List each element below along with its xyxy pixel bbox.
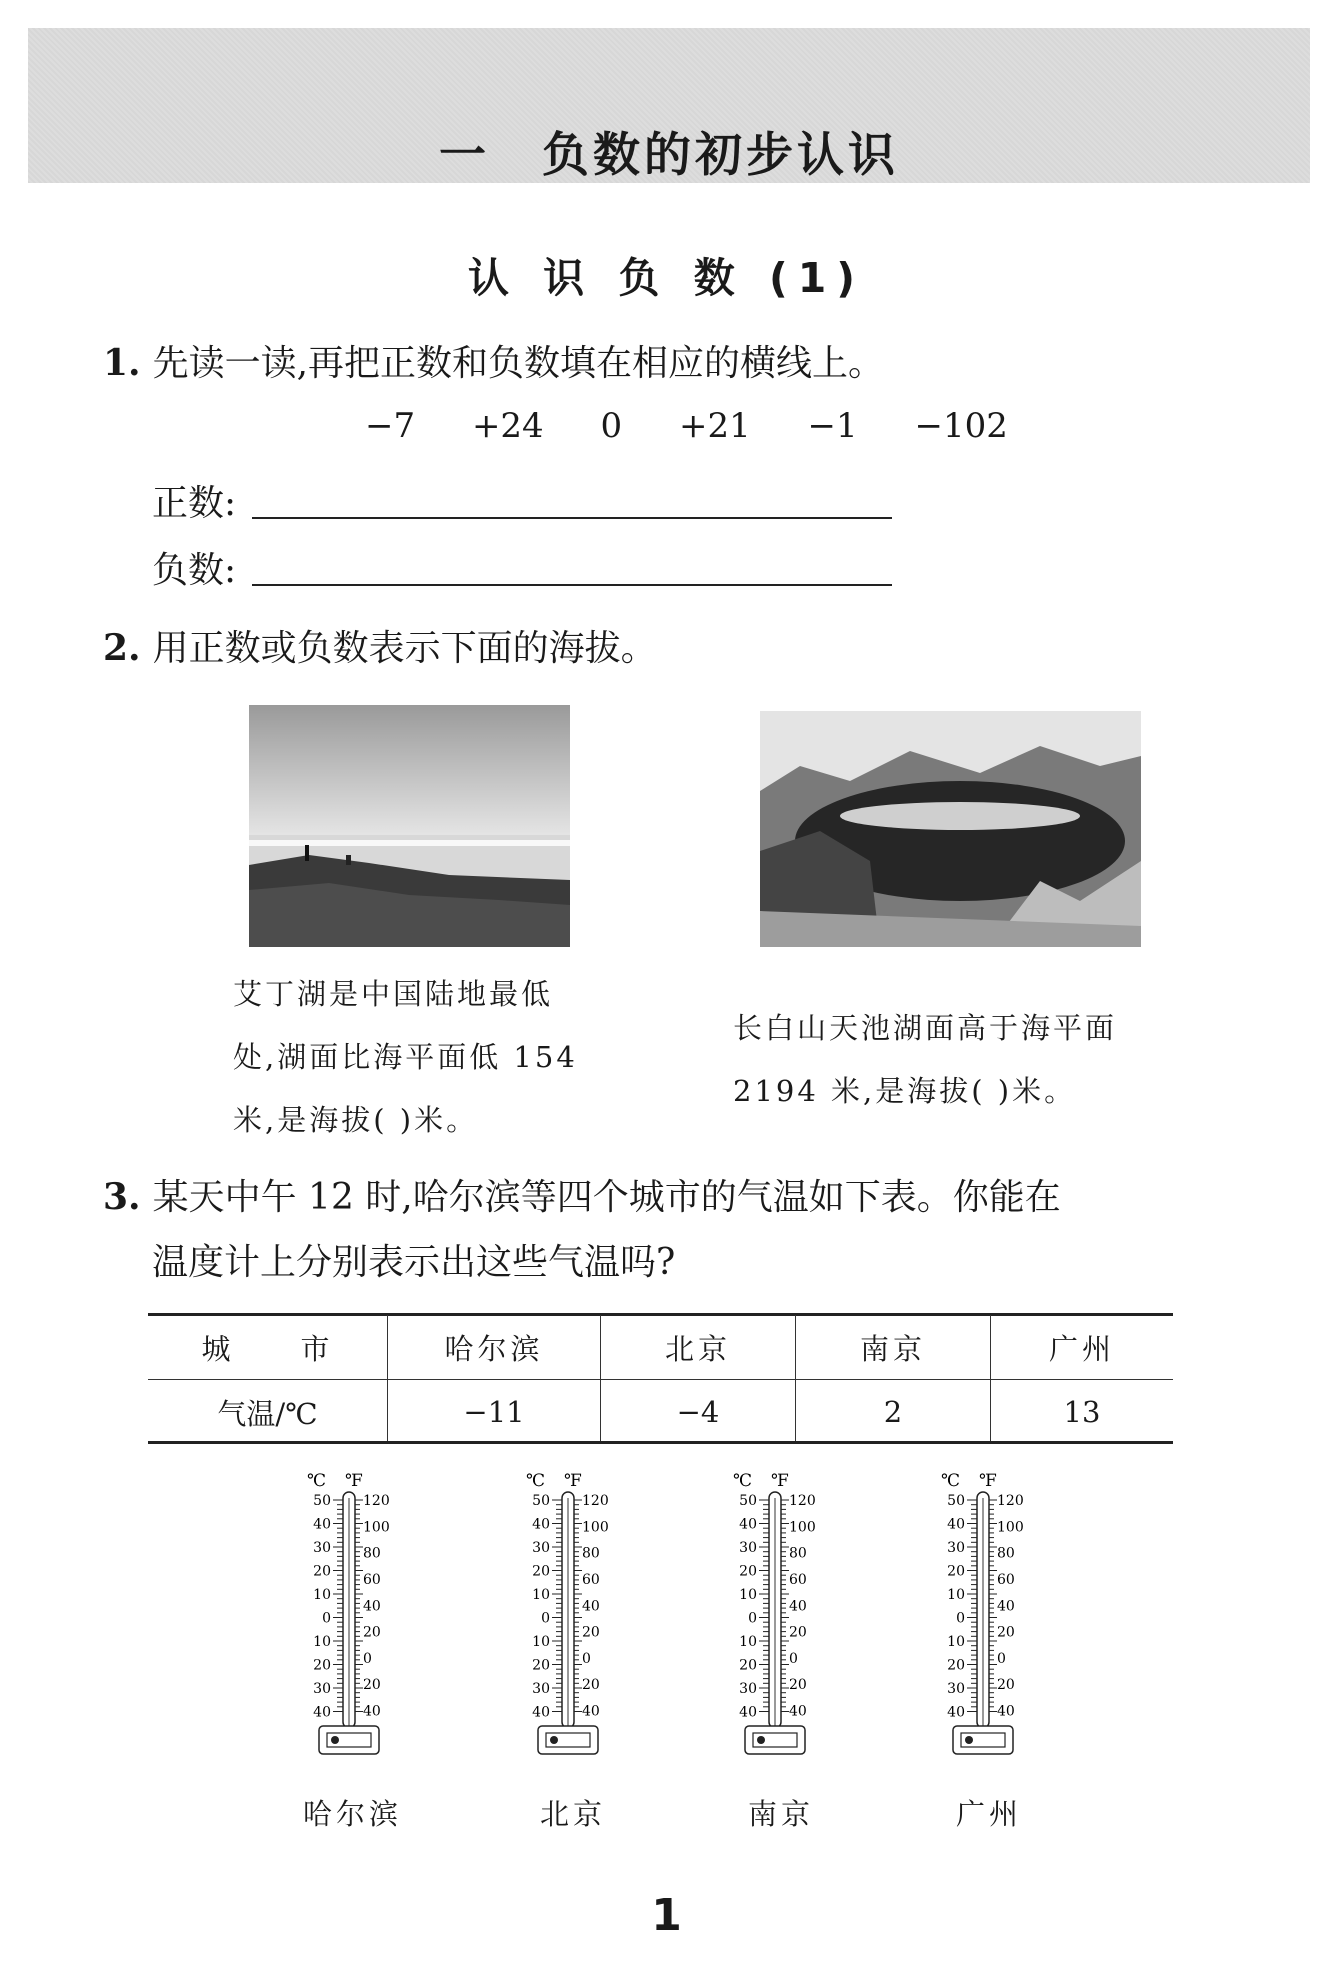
city-label-guangzhou: 广州 bbox=[956, 1797, 1023, 1831]
fahrenheit-tick-label: 120 bbox=[789, 1493, 816, 1509]
fahrenheit-tick-label: 20 bbox=[997, 1677, 1015, 1694]
celsius-tick-label: 40 bbox=[313, 1516, 331, 1533]
fahrenheit-tick-label: 20 bbox=[789, 1677, 807, 1694]
table-cell: −4 bbox=[601, 1380, 796, 1445]
celsius-tick-label: 40 bbox=[739, 1516, 757, 1533]
number-item: +24 bbox=[471, 406, 544, 446]
chapter-banner bbox=[28, 28, 1310, 183]
celsius-tick-label: 50 bbox=[947, 1493, 965, 1509]
fahrenheit-tick-label: 120 bbox=[582, 1493, 609, 1509]
caption-line: 米,是海拔( )米。 bbox=[233, 1103, 479, 1137]
question-2-text: 用正数或负数表示下面的海拔。 bbox=[152, 628, 657, 669]
table-header-cell: 南京 bbox=[796, 1315, 991, 1380]
thermometer-graphic bbox=[939, 1468, 1049, 1758]
table-cell: −11 bbox=[388, 1380, 601, 1445]
celsius-tick-label: 40 bbox=[947, 1516, 965, 1533]
table-cell: 2 bbox=[796, 1380, 991, 1445]
celsius-tick-label: 10 bbox=[739, 1634, 757, 1650]
fahrenheit-tick-label: 80 bbox=[363, 1545, 381, 1562]
section-title: 认 识 负 数 (1) bbox=[467, 254, 866, 302]
tianchi-lake-photo bbox=[760, 711, 1141, 947]
question-3-line2: 温度计上分别表示出这些气温吗? bbox=[152, 1242, 676, 1283]
table-row bbox=[148, 1380, 1173, 1445]
chapter-title-text: 负数的初步认识 bbox=[542, 128, 899, 183]
fahrenheit-tick-label: 40 bbox=[997, 1703, 1015, 1720]
question-2-number: 2. bbox=[103, 627, 141, 669]
celsius-tick-label: 40 bbox=[532, 1704, 550, 1721]
fahrenheit-tick-label: 40 bbox=[363, 1703, 381, 1720]
celsius-tick-label: 30 bbox=[532, 1681, 550, 1697]
celsius-tick-label: 10 bbox=[947, 1634, 965, 1650]
thermometer-guangzhou[interactable] bbox=[939, 1468, 1049, 1762]
celsius-tick-label: 30 bbox=[947, 1681, 965, 1697]
fahrenheit-unit: ℉ bbox=[771, 1471, 789, 1491]
fahrenheit-tick-label: 100 bbox=[789, 1519, 816, 1536]
page-number: 1 bbox=[651, 1890, 682, 1941]
fahrenheit-tick-label: 40 bbox=[363, 1598, 381, 1615]
fahrenheit-tick-label: 60 bbox=[789, 1571, 807, 1588]
table-header-cell: 城 市 bbox=[148, 1315, 388, 1380]
fahrenheit-unit: ℉ bbox=[564, 1471, 582, 1491]
number-item: +21 bbox=[678, 406, 751, 446]
fahrenheit-tick-label: 80 bbox=[997, 1545, 1015, 1562]
table-bottom-rule bbox=[148, 1441, 1173, 1444]
fahrenheit-unit: ℉ bbox=[345, 1471, 363, 1491]
fahrenheit-tick-label: 120 bbox=[363, 1493, 390, 1509]
celsius-tick-label: 10 bbox=[532, 1634, 550, 1650]
celsius-tick-label: 20 bbox=[739, 1657, 757, 1674]
celsius-tick-label: 50 bbox=[313, 1493, 331, 1509]
question-3-number: 3. bbox=[103, 1176, 141, 1218]
celsius-tick-label: 10 bbox=[739, 1587, 757, 1603]
question-1-number: 1. bbox=[103, 342, 141, 384]
fahrenheit-tick-label: 20 bbox=[582, 1677, 600, 1694]
caption-line: 处,湖面比海平面低 154 bbox=[233, 1040, 578, 1074]
celsius-tick-label: 50 bbox=[739, 1493, 757, 1509]
table-header-row bbox=[148, 1315, 1173, 1380]
celsius-unit: ℃ bbox=[941, 1471, 961, 1491]
celsius-tick-label: 30 bbox=[313, 1540, 331, 1556]
celsius-unit: ℃ bbox=[526, 1471, 546, 1491]
thermometer-nanjing[interactable] bbox=[731, 1468, 841, 1762]
fahrenheit-tick-label: 0 bbox=[582, 1650, 591, 1667]
fahrenheit-tick-label: 0 bbox=[363, 1650, 372, 1667]
chapter-title bbox=[28, 118, 1310, 185]
celsius-tick-label: 0 bbox=[541, 1610, 550, 1627]
celsius-tick-label: 50 bbox=[532, 1493, 550, 1509]
celsius-tick-label: 20 bbox=[947, 1657, 965, 1674]
celsius-tick-label: 20 bbox=[947, 1563, 965, 1580]
fahrenheit-tick-label: 40 bbox=[789, 1598, 807, 1615]
celsius-tick-label: 10 bbox=[313, 1587, 331, 1603]
positive-label: 正数: bbox=[152, 483, 237, 524]
positive-answer-line[interactable] bbox=[252, 517, 892, 519]
chapter-number: 一 bbox=[439, 128, 490, 183]
table-cell: 13 bbox=[991, 1380, 1174, 1445]
celsius-tick-label: 40 bbox=[313, 1704, 331, 1721]
fahrenheit-tick-label: 80 bbox=[789, 1545, 807, 1562]
fahrenheit-tick-label: 60 bbox=[997, 1571, 1015, 1588]
table-row-label: 气温/℃ bbox=[217, 1396, 318, 1431]
celsius-tick-label: 40 bbox=[532, 1516, 550, 1533]
number-item: −7 bbox=[365, 406, 416, 446]
city-label-harbin: 哈尔滨 bbox=[303, 1797, 403, 1831]
thermometer-harbin[interactable] bbox=[305, 1468, 415, 1762]
question-3-line1: 某天中午 12 时,哈尔滨等四个城市的气温如下表。你能在 bbox=[152, 1177, 1061, 1218]
fahrenheit-tick-label: 20 bbox=[363, 1677, 381, 1694]
table-header-cell: 广州 bbox=[991, 1315, 1174, 1380]
celsius-tick-label: 20 bbox=[532, 1563, 550, 1580]
celsius-tick-label: 20 bbox=[532, 1657, 550, 1674]
temperature-table bbox=[148, 1315, 1173, 1444]
fahrenheit-tick-label: 100 bbox=[997, 1519, 1024, 1536]
aiding-lake-caption bbox=[233, 963, 578, 1152]
fahrenheit-tick-label: 80 bbox=[582, 1545, 600, 1562]
celsius-unit: ℃ bbox=[307, 1471, 327, 1491]
celsius-tick-label: 0 bbox=[748, 1610, 757, 1627]
question-2 bbox=[103, 627, 657, 669]
fahrenheit-tick-label: 40 bbox=[582, 1703, 600, 1720]
celsius-tick-label: 20 bbox=[313, 1563, 331, 1580]
fahrenheit-tick-label: 60 bbox=[363, 1571, 381, 1588]
celsius-tick-label: 30 bbox=[313, 1681, 331, 1697]
celsius-tick-label: 30 bbox=[739, 1681, 757, 1697]
fahrenheit-tick-label: 40 bbox=[582, 1598, 600, 1615]
caption-line: 艾丁湖是中国陆地最低 bbox=[233, 977, 554, 1011]
number-item: −102 bbox=[914, 406, 1008, 446]
thermometer-graphic bbox=[305, 1468, 415, 1758]
fahrenheit-tick-label: 120 bbox=[997, 1493, 1024, 1509]
celsius-unit: ℃ bbox=[733, 1471, 753, 1491]
thermometer-beijing[interactable] bbox=[524, 1468, 634, 1762]
question-1 bbox=[103, 342, 885, 384]
celsius-tick-label: 20 bbox=[739, 1563, 757, 1580]
fahrenheit-tick-label: 100 bbox=[363, 1519, 390, 1536]
number-item: 0 bbox=[600, 406, 623, 446]
table-header-cell: 哈尔滨 bbox=[388, 1315, 601, 1380]
negative-label: 负数: bbox=[152, 550, 237, 591]
aiding-lake-photo bbox=[249, 705, 570, 947]
fahrenheit-tick-label: 20 bbox=[789, 1624, 807, 1641]
negative-answer-line[interactable] bbox=[252, 584, 892, 586]
fahrenheit-tick-label: 60 bbox=[582, 1571, 600, 1588]
fahrenheit-tick-label: 100 bbox=[582, 1519, 609, 1536]
number-list bbox=[365, 406, 1054, 446]
fahrenheit-tick-label: 0 bbox=[789, 1650, 798, 1667]
thermometer-graphic bbox=[524, 1468, 634, 1758]
thermometer-graphic bbox=[731, 1468, 841, 1758]
fahrenheit-tick-label: 20 bbox=[363, 1624, 381, 1641]
caption-line: 2194 米,是海拔( )米。 bbox=[733, 1074, 1077, 1108]
fahrenheit-tick-label: 40 bbox=[789, 1703, 807, 1720]
fahrenheit-unit: ℉ bbox=[979, 1471, 997, 1491]
question-3 bbox=[103, 1176, 1061, 1218]
question-1-text: 先读一读,再把正数和负数填在相应的横线上。 bbox=[152, 343, 885, 384]
celsius-tick-label: 10 bbox=[947, 1587, 965, 1603]
fahrenheit-tick-label: 20 bbox=[997, 1624, 1015, 1641]
tianchi-caption bbox=[733, 997, 1117, 1123]
fahrenheit-tick-label: 40 bbox=[997, 1598, 1015, 1615]
caption-line: 长白山天池湖面高于海平面 bbox=[733, 1011, 1118, 1045]
celsius-tick-label: 40 bbox=[947, 1704, 965, 1721]
table-header-cell: 北京 bbox=[601, 1315, 796, 1380]
celsius-tick-label: 10 bbox=[532, 1587, 550, 1603]
celsius-tick-label: 30 bbox=[532, 1540, 550, 1556]
city-label-beijing: 北京 bbox=[540, 1797, 607, 1831]
celsius-tick-label: 10 bbox=[313, 1634, 331, 1650]
number-item: −1 bbox=[807, 406, 858, 446]
celsius-tick-label: 20 bbox=[313, 1657, 331, 1674]
fahrenheit-tick-label: 20 bbox=[582, 1624, 600, 1641]
celsius-tick-label: 30 bbox=[739, 1540, 757, 1556]
celsius-tick-label: 0 bbox=[322, 1610, 331, 1627]
city-label-nanjing: 南京 bbox=[748, 1797, 815, 1831]
celsius-tick-label: 30 bbox=[947, 1540, 965, 1556]
celsius-tick-label: 40 bbox=[739, 1704, 757, 1721]
fahrenheit-tick-label: 0 bbox=[997, 1650, 1006, 1667]
celsius-tick-label: 0 bbox=[956, 1610, 965, 1627]
